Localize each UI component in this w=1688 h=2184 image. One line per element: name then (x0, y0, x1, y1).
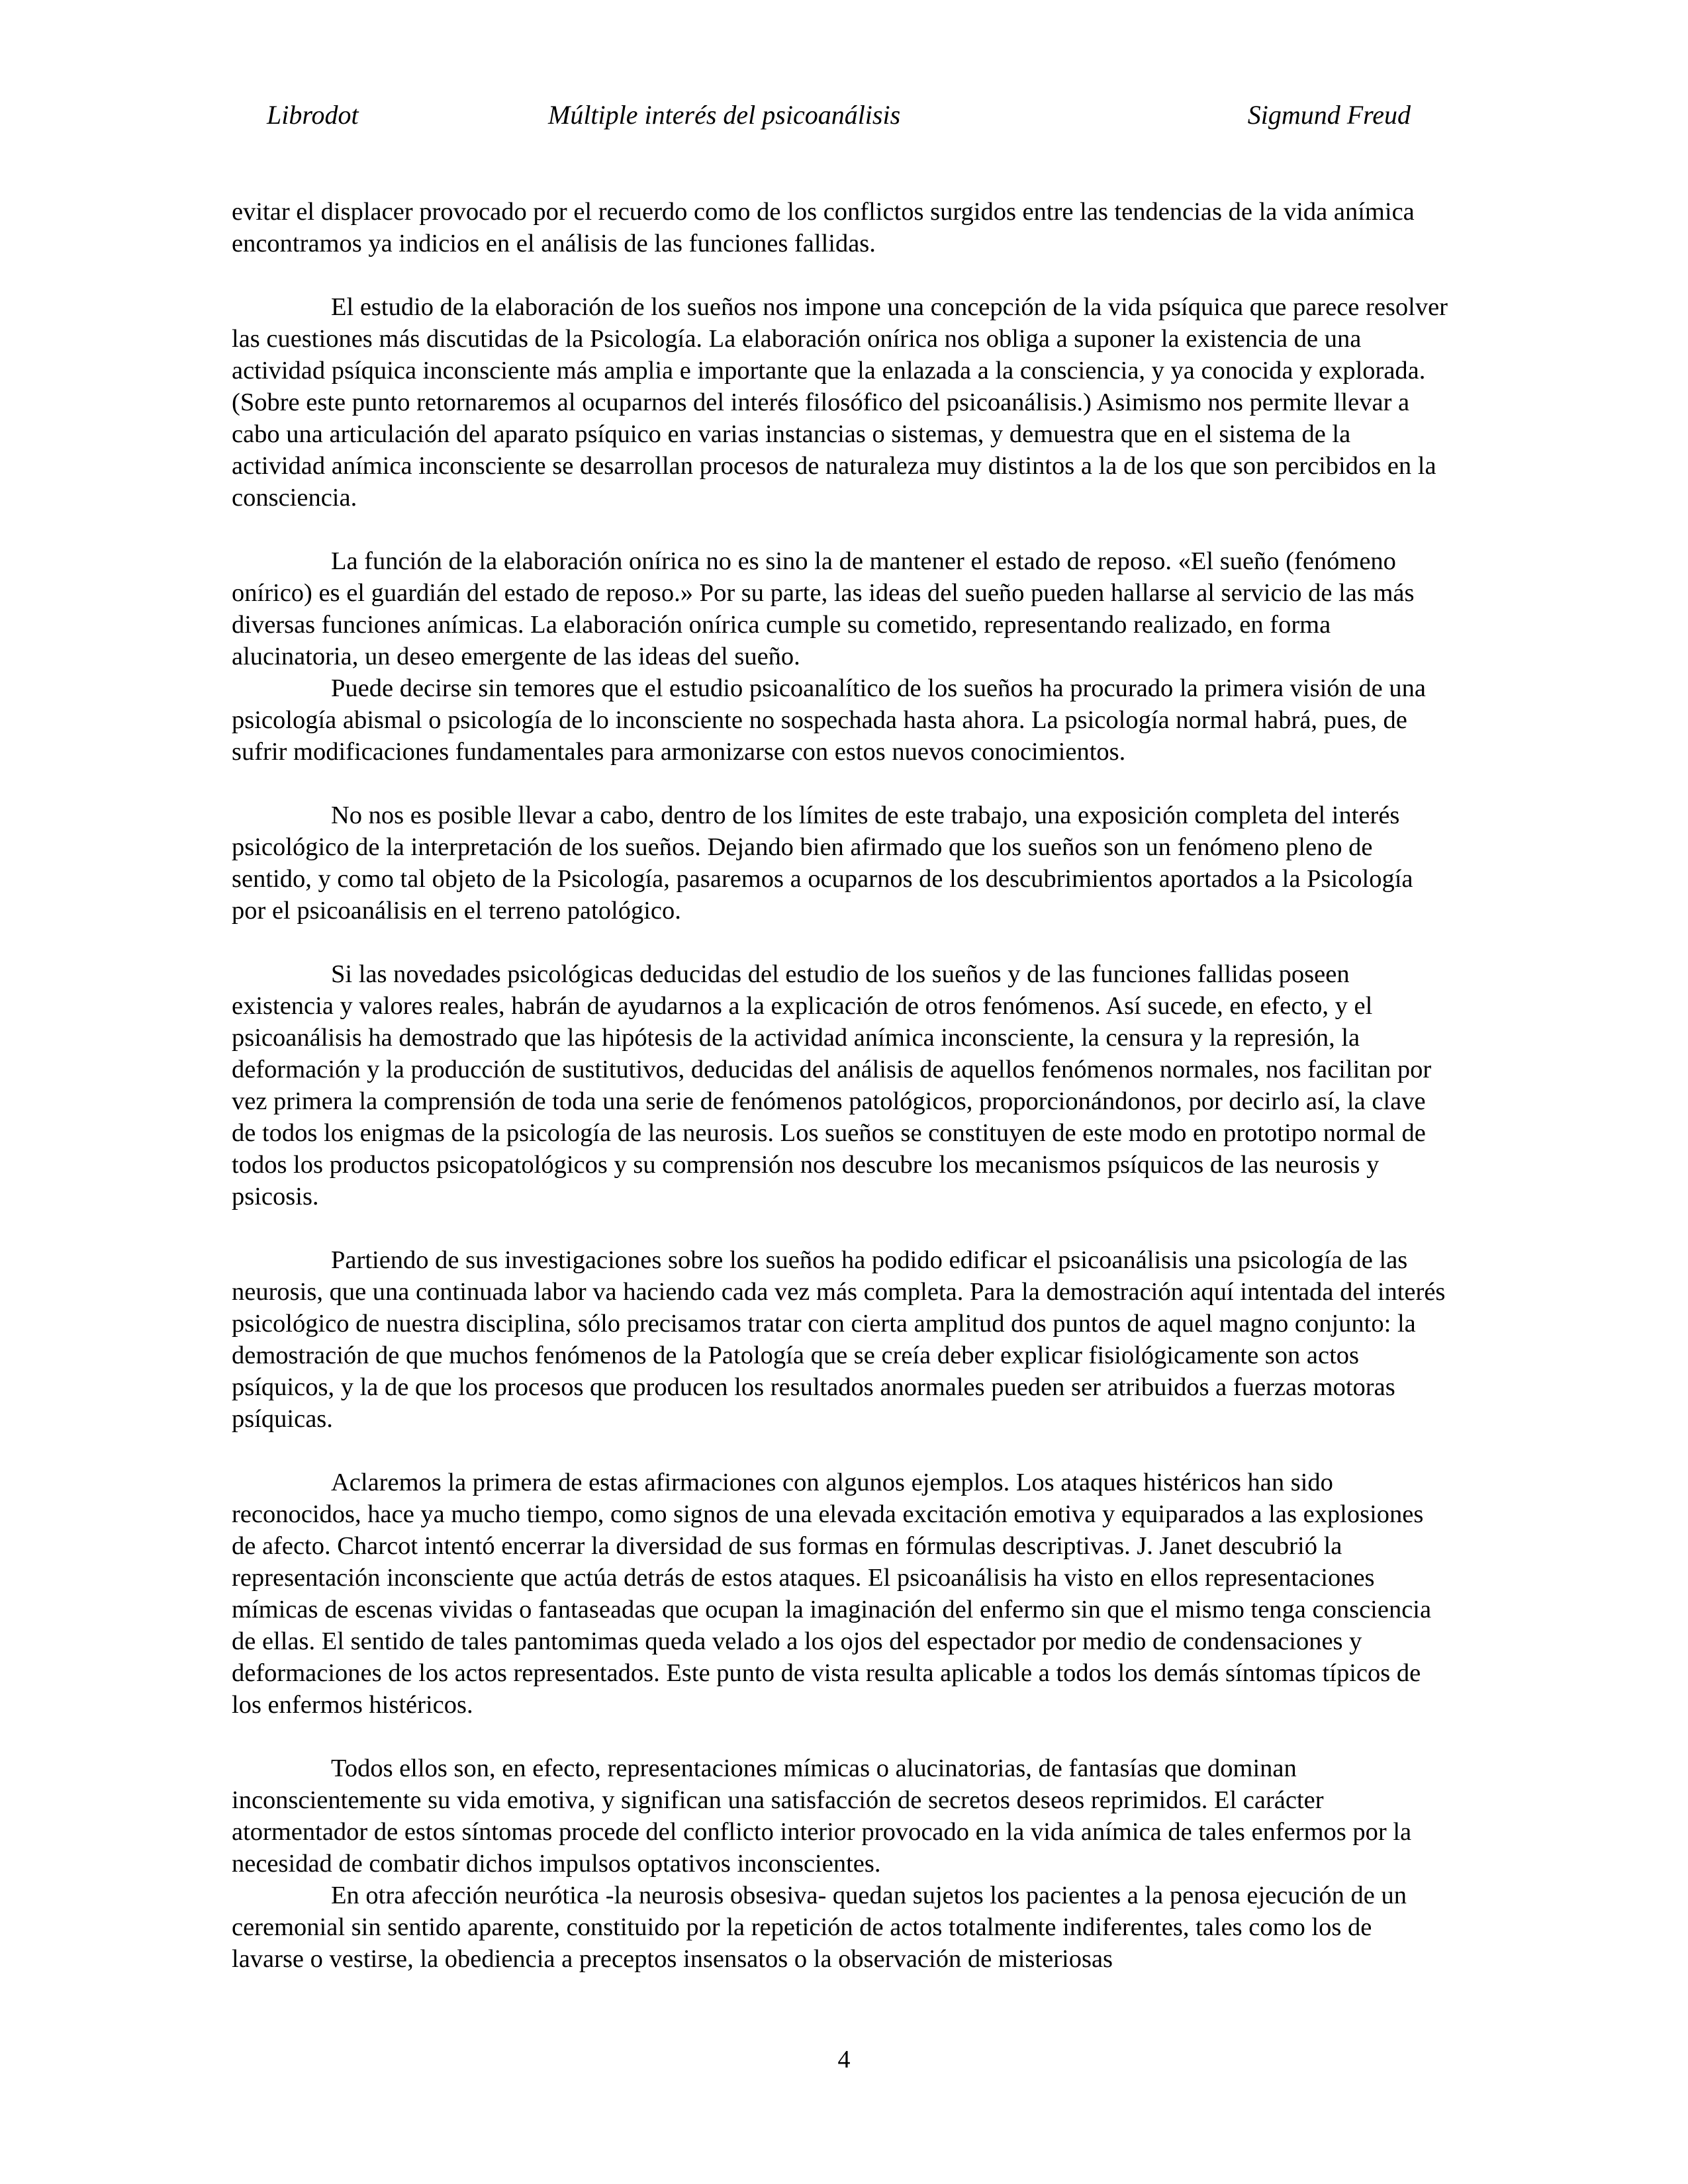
paragraph: Si las novedades psicológicas deducidas del estudio de los sueños y de las funciones fallidas poseen existencia y valores reales, habrán de ayudarnos a la explicación de otros fenómenos. Así sucede, en efecto, y el psicoanálisis ha demostrado que las hipótesis de la actividad anímica inconsciente, la censura y la represión, la deformación y la producción de sustitutivos, deducidas del análisis de aquellos fenómenos normales, nos facilitan por vez primera la comprensión de toda una serie de fenómenos patológicos, proporcionándonos, por decirlo así, la clave de todos los enigmas de la psicología de las neurosis. Los sueños se constituyen de este modo en prototipo normal de todos los productos psicopatológicos y su comprensión nos descubre los mecanismos psíquicos de las neurosis y psicosis. (232, 960, 1432, 1210)
paragraph: Partiendo de sus investigaciones sobre los sueños ha podido edificar el psicoanálisis una psicología de las neurosis, que una continuada labor va haciendo cada vez más completa. Para la demostración aquí intentada del interés psicológico de nuestra disciplina, sólo precisamos tratar con cierta amplitud dos puntos de aquel magno conjunto: la demostración de que muchos fenómenos de la Patología que se creía deber explicar fisiológicamente son actos psíquicos, y la de que los procesos que producen los resultados anormales pueden ser atribuidos a fuerzas motoras psíquicas. (232, 1246, 1446, 1433)
header-source: Librodot (267, 100, 359, 130)
paragraph: La función de la elaboración onírica no es sino la de mantener el estado de reposo. «El sueño (fenómeno onírico) es el guardián del estado de reposo.» Por su parte, las ideas del sueño pueden hallarse al servicio de las más diversas funciones anímicas. La elaboración onírica cumple su cometido, representando realizado, en forma alucinatoria, un deseo emergente de las ideas del sueño. (232, 547, 1415, 670)
paragraph: En otra afección neurótica -la neurosis obsesiva- quedan sujetos los pacientes a la penosa ejecución de un ceremonial sin sentido aparente, constituido por la repetición de actos totalmente indiferentes, tales como los de lavarse o vestirse, la obediencia a preceptos insensatos o la observación de misteriosas (232, 1882, 1407, 1973)
paragraph: El estudio de la elaboración de los sueños nos impone una concepción de la vida psíquica que parece resolver las cuestiones más discutidas de la Psicología. La elaboración onírica nos obliga a suponer la existencia de una actividad psíquica inconsciente más amplia e importante que la enlazada a la consciencia, y ya conocida y explorada. (Sobre este punto retornaremos al ocuparnos del interés filosófico del psicoanálisis.) Asimismo nos permite llevar a cabo una articulación del aparato psíquico en varias instancias o sistemas, y demuestra que en el sistema de la actividad anímica inconsciente se desarrollan procesos de naturaleza muy distintos a la de los que son percibidos en la consciencia. (232, 293, 1448, 512)
paragraph: No nos es posible llevar a cabo, dentro de los límites de este trabajo, una exposición completa del interés psicológico de la interpretación de los sueños. Dejando bien afirmado que los sueños son un fenómeno pleno de sentido, y como tal objeto de la Psicología, pasaremos a ocuparnos de los descubrimientos aportados a la Psicología por el psicoanálisis en el terreno patológico. (232, 801, 1413, 925)
paragraph: Puede decirse sin temores que el estudio psicoanalítico de los sueños ha procurado la primera visión de una psicología abismal o psicología de lo inconsciente no sospechada hasta ahora. La psicología normal habrá, pues, de sufrir modificaciones fundamentales para armonizarse con estos nuevos conocimientos. (232, 674, 1426, 766)
running-header (267, 98, 1417, 132)
body-text (232, 196, 1450, 1975)
paragraph: evitar el displacer provocado por el recuerdo como de los conflictos surgidos entre las tendencias de la vida anímica encontramos ya indicios en el análisis de las funciones fallidas. (232, 198, 1415, 257)
paragraph: Aclaremos la primera de estas afirmaciones con algunos ejemplos. Los ataques histéricos han sido reconocidos, hace ya mucho tiempo, como signos de una elevada excitación emotiva y equiparados a las explosiones de afecto. Charcot intentó encerrar la diversidad de sus formas en fórmulas descriptivas. J. Janet descubrió la representación inconsciente que actúa detrás de estos ataques. El psicoanálisis ha visto en ellos representaciones mímicas de escenas vividas o fantaseadas que ocupan la imaginación del enfermo sin que el mismo tenga consciencia de ellas. El sentido de tales pantomimas queda velado a los ojos del espectador por medio de condensaciones y deformaciones de los actos representados. Este punto de vista resulta aplicable a todos los demás síntomas típicos de los enfermos histéricos. (232, 1469, 1432, 1719)
header-title: Múltiple interés del psicoanálisis (548, 100, 901, 130)
page-number: 4 (837, 2046, 851, 2073)
paragraph: Todos ellos son, en efecto, representaciones mímicas o alucinatorias, de fantasías que dominan inconscientemente su vida emotiva, y significan una satisfacción de secretos deseos reprimidos. El carácter atormentador de estos síntomas procede del conflicto interior provocado en la vida anímica de tales enfermos por la necesidad de combatir dichos impulsos optativos inconscientes. (232, 1754, 1412, 1878)
header-author: Sigmund Freud (1247, 100, 1411, 130)
